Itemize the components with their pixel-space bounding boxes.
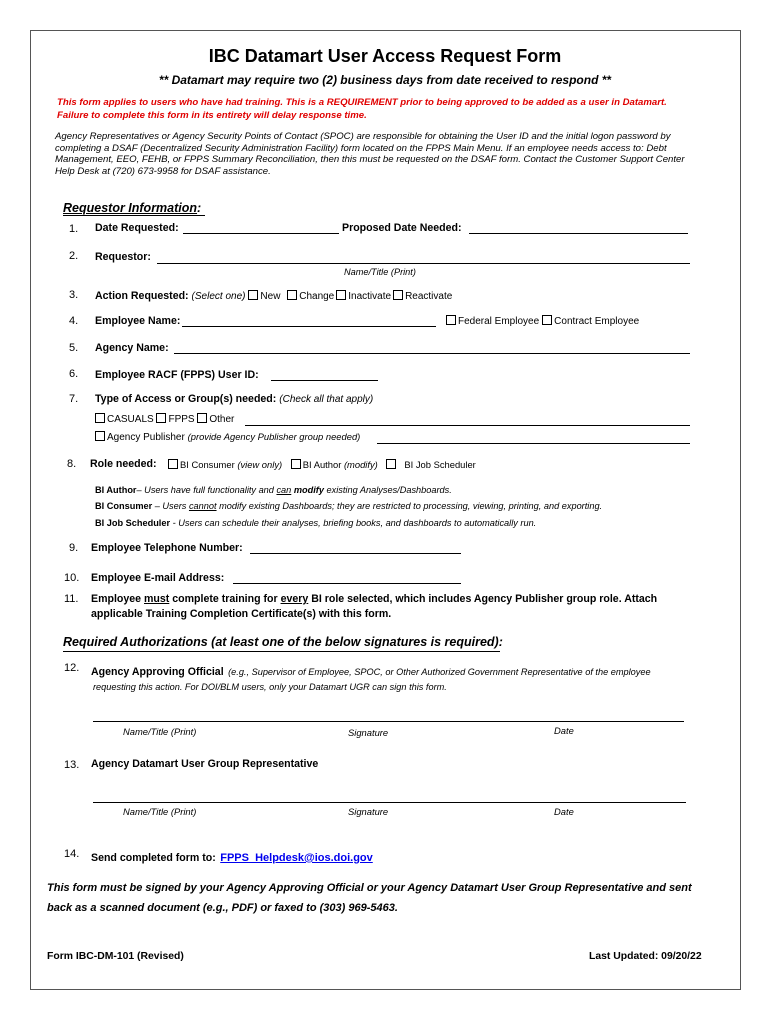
item-number: 14. [64, 848, 80, 860]
ugr-label: Agency Datamart User Group Representative [91, 758, 319, 770]
other-access-field[interactable] [245, 425, 690, 426]
checkbox-inactivate[interactable] [336, 290, 346, 300]
item-number: 2. [69, 250, 79, 262]
checkbox-other[interactable] [197, 413, 207, 423]
ugr-signature-line[interactable] [93, 802, 686, 803]
sig-caption-name: Name/Title (Print) [123, 806, 197, 817]
item-number: 12. [64, 662, 80, 674]
send-form-row: Send completed form to: FPPS_Helpdesk@ios.doi.gov [91, 852, 373, 864]
telephone-label: Employee Telephone Number: [91, 542, 243, 554]
checkbox-bi-author[interactable] [291, 459, 301, 469]
requestor-caption: Name/Title (Print) [344, 267, 416, 277]
checkbox-change[interactable] [287, 290, 297, 300]
access-type-row: Type of Access or Group(s) needed: (Check all that apply) [95, 393, 374, 405]
item-number: 6. [69, 368, 79, 380]
date-requested-field[interactable] [183, 233, 339, 234]
form-id: Form IBC-DM-101 (Revised) [47, 951, 184, 962]
sig-caption-date: Date [554, 806, 574, 817]
requestor-field[interactable] [157, 263, 690, 264]
proposed-date-field[interactable] [469, 233, 688, 234]
item-number: 4. [69, 315, 79, 327]
agency-publisher-field[interactable] [377, 443, 690, 444]
access-type-options: CASUALS FPPS Other [95, 413, 234, 425]
item-number: 1. [69, 223, 79, 235]
sig-caption-signature: Signature [348, 727, 389, 738]
item-number: 3. [69, 289, 79, 301]
form-title: IBC Datamart User Access Request Form [208, 46, 562, 66]
requestor-heading-rule [63, 215, 205, 216]
employee-name-field[interactable] [182, 326, 436, 327]
helpdesk-email-link[interactable]: FPPS_Helpdesk@ios.doi.gov [220, 852, 373, 864]
approving-official-signature-line[interactable] [93, 721, 684, 722]
notice-line-2: Failure to complete this form in its entirety will delay response time. [57, 110, 367, 121]
last-updated: Last Updated: 09/20/22 [589, 951, 702, 962]
checkbox-reactivate[interactable] [393, 290, 403, 300]
approving-official-hint: requesting this action. For DOI/BLM users, only your Datamart UGR can sign this form. [93, 682, 447, 692]
racf-user-id-label: Employee RACF (FPPS) User ID: [95, 369, 259, 381]
sig-caption-date: Date [554, 725, 574, 736]
employee-name-label: Employee Name: [95, 315, 181, 327]
form-subtitle: ** Datamart may require two (2) business days from date received to respond ** [158, 73, 612, 87]
footer-note-line-1: This form must be signed by your Agency Approving Official or your Agency Datamart User Group Representative and sent [47, 882, 692, 894]
bi-scheduler-description: BI Job Scheduler - Users can schedule their analyses, briefing books, and dashboards to automatically run. [95, 518, 537, 528]
sig-caption-name: Name/Title (Print) [123, 726, 197, 737]
role-options: BI Consumer (view only) BI Author (modify) BI Job Scheduler [168, 459, 476, 470]
proposed-date-label: Proposed Date Needed: [342, 222, 462, 234]
item-number: 10. [64, 572, 80, 584]
checkbox-federal-employee[interactable] [446, 315, 456, 325]
date-requested-label: Date Requested: [95, 222, 179, 234]
action-requested-row: Action Requested: (Select one) New Change Inactivate Reactivate [95, 290, 453, 302]
agency-publisher-option: Agency Publisher (provide Agency Publisher group needed) [95, 431, 360, 443]
item-number: 9. [69, 542, 79, 554]
bi-author-description: BI Author– Users have full functionality and can modify existing Analyses/Dashboards. [95, 485, 452, 495]
item-number: 13. [64, 759, 80, 771]
item-number: 5. [69, 342, 79, 354]
intro-paragraph: Agency Representatives or Agency Security Points of Contact (SPOC) are responsible for obtaining the User ID and the initial logon password by completing a DSAF (Decentralized Security Administration Facility) form located on the FPPS Main Menu. If an employee needs access to: Debt Management, EEO, FEHB, or FPPS Summary Reconciliation, then this must be requested on the DSAF form. Contact the Customer Support Center Help Desk at (720) 673-9958 for DSAF assistance. [55, 131, 685, 177]
checkbox-agency-publisher[interactable] [95, 431, 105, 441]
item-number: 7. [69, 393, 79, 405]
racf-user-id-field[interactable] [271, 380, 378, 381]
training-requirement-line-2: applicable Training Completion Certificate(s) with this form. [91, 608, 392, 620]
footer-note-line-2: back as a scanned document (e.g., PDF) or faxed to (303) 969-5463. [47, 902, 398, 914]
role-needed-label: Role needed: [90, 458, 157, 470]
checkbox-fpps[interactable] [156, 413, 166, 423]
telephone-field[interactable] [250, 553, 461, 554]
auth-heading-rule [63, 651, 500, 652]
checkbox-bi-consumer[interactable] [168, 459, 178, 469]
agency-name-field[interactable] [174, 353, 690, 354]
notice-line-1: This form applies to users who have had training. This is a REQUIREMENT prior to being approved to be added as a user in Datamart. [57, 97, 667, 108]
bi-consumer-description: BI Consumer – Users cannot modify existing Dashboards; they are restricted to processing, viewing, printing, and exporting. [95, 501, 603, 511]
requestor-label: Requestor: [95, 251, 151, 263]
requestor-heading-text: Requestor Information [63, 201, 198, 215]
employee-type-options: Federal Employee Contract Employee [446, 315, 639, 327]
sig-caption-signature: Signature [348, 806, 389, 817]
training-requirement-line-1: Employee must complete training for every BI role selected, which includes Agency Publisher group role. Attach [91, 593, 658, 605]
checkbox-casuals[interactable] [95, 413, 105, 423]
checkbox-new[interactable] [248, 290, 258, 300]
item-number: 11. [64, 593, 79, 605]
checkbox-bi-job-scheduler[interactable] [386, 459, 396, 469]
agency-name-label: Agency Name: [95, 342, 169, 354]
approving-official-row: Agency Approving Official (e.g., Supervisor of Employee, SPOC, or Other Authorized Government Representative of the employee [91, 666, 651, 678]
email-label: Employee E-mail Address: [91, 572, 225, 584]
item-number: 8. [67, 458, 77, 470]
checkbox-contract-employee[interactable] [542, 315, 552, 325]
requestor-section-heading: Requestor Information: [63, 201, 202, 215]
email-field[interactable] [233, 583, 461, 584]
auth-section-heading: Required Authorizations (at least one of the below signatures is required): [63, 635, 503, 649]
